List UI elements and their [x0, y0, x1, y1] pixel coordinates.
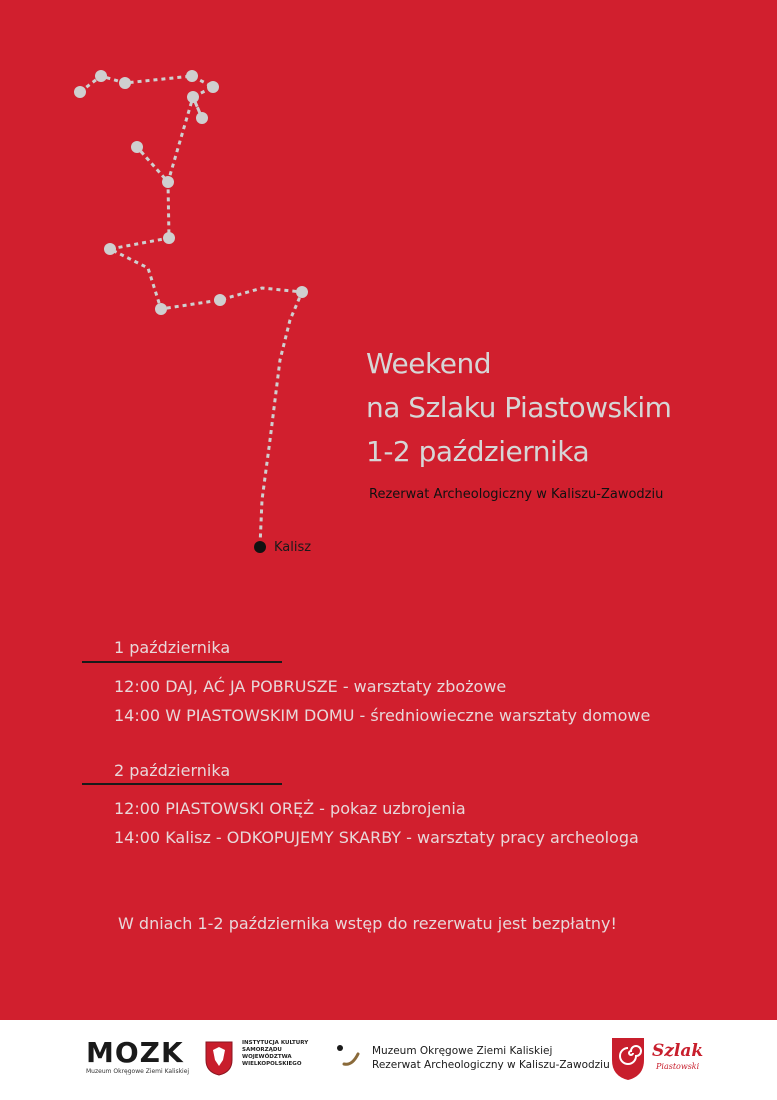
footer-logos [0, 1020, 777, 1100]
event-item: 12:00 PIASTOWSKI ORĘŻ - pokaz uzbrojenia [114, 799, 466, 818]
route-stop [131, 141, 143, 153]
route-stop [155, 303, 167, 315]
mozk-logo [86, 1038, 189, 1075]
title-line-3: 1-2 października [366, 435, 590, 468]
route-stop [214, 294, 226, 306]
route-stop [296, 286, 308, 298]
event-item: 12:00 DAJ, AĆ JA POBRUSZE - warsztaty zbożowe [114, 677, 507, 696]
event-title [366, 342, 671, 474]
route-stop [187, 91, 199, 103]
mozk-wordmark: MOZK [86, 1036, 184, 1069]
title-line-2: na Szlaku Piastowskim [366, 391, 672, 424]
crest-icon [204, 1040, 234, 1076]
day-divider [82, 783, 282, 785]
free-entry-note: W dniach 1-2 października wstęp do rezerwatu jest bezpłatny! [118, 914, 617, 933]
day-divider [82, 661, 282, 663]
route-stop [186, 70, 198, 82]
day-heading: 2 października [114, 761, 231, 780]
route-stop [196, 112, 208, 124]
route-stop [95, 70, 107, 82]
venue: Rezerwat Archeologiczny w Kaliszu-Zawodziu [369, 487, 664, 502]
route-stop [74, 86, 86, 98]
museum-mark-icon [336, 1044, 366, 1074]
szlak-emblem-icon [608, 1034, 648, 1082]
route-line [80, 76, 302, 546]
szlak-wordmark: Szlak [652, 1041, 704, 1061]
event-item: 14:00 Kalisz - ODKOPUJEMY SKARBY - warsztaty pracy archeologa [114, 828, 639, 847]
route-stop [119, 77, 131, 89]
title-line-1: Weekend [366, 347, 491, 380]
event-item: 14:00 W PIASTOWSKIM DOMU - średniowieczne warsztaty domowe [114, 706, 651, 725]
route-stop [162, 176, 174, 188]
route-stop [207, 81, 219, 93]
museum-text: Muzeum Okręgowe Ziemi Kaliskiej Rezerwat Archeologiczny w Kaliszu-Zawodziu [372, 1045, 610, 1071]
city-dot [254, 541, 266, 553]
route-stop [163, 232, 175, 244]
mozk-subtitle: Muzeum Okręgowe Ziemi Kaliskiej [86, 1068, 190, 1075]
institution-text: INSTYTUCJA KULTURY SAMORZĄDU WOJEWÓDZTWA WIELKOPOLSKIEGO [242, 1040, 309, 1067]
city-label: Kalisz [274, 540, 312, 555]
route-stop [104, 243, 116, 255]
szlak-subtitle: Piastowski [656, 1062, 700, 1071]
day-heading: 1 października [114, 638, 231, 657]
